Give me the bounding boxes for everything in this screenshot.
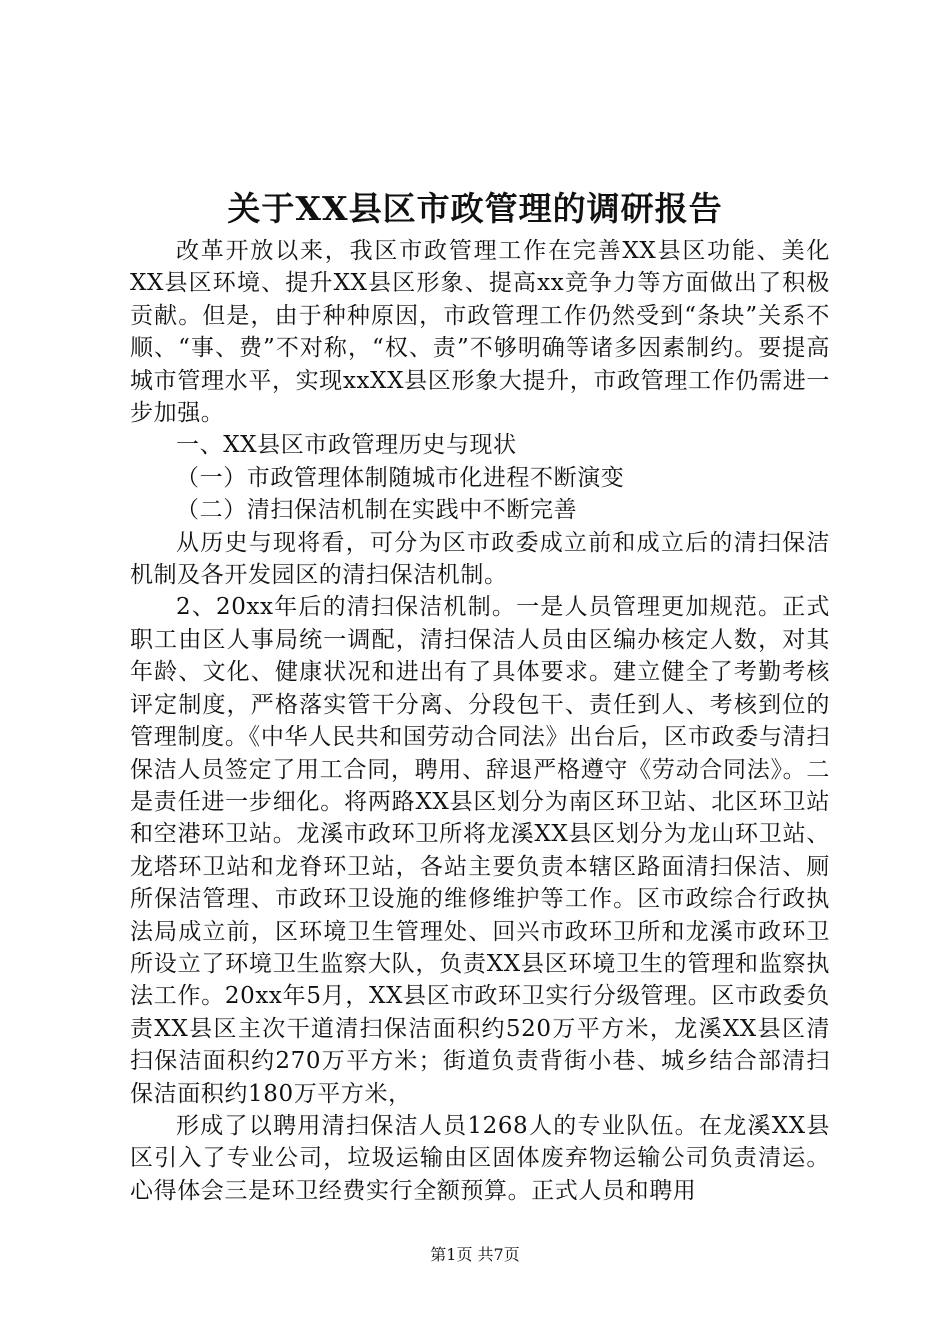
page-number-footer: 第1页 共7页 [430,1245,520,1264]
subsection-heading-cleaning: （二）清扫保洁机制在实践中不断完善 [176,497,578,524]
paragraph-mechanism-details: 2、20xx年后的清扫保洁机制。一是人员管理更加规范。正式职工由区人事局统一调配，清扫保洁人员由区编办核定人数，对其年龄、文化、健康状况和进出有了具体要求。建立健全了考勤考核评定制度，严格落实管干分离、分段包干、责任到人、考核到位的管理制度。《中华人民共和国劳动合同法》出台后，区市政委与清扫保洁人员签定了用工合同，聘用、辞退严格遵守《劳动合同法》。二是责任进一步细化。将两路XX县区划分为南区环卫站、北区环卫站和空港环卫站。龙溪市政环卫所将龙溪XX县区划分为龙山环卫站、龙塔环卫站和龙脊环卫站，各站主要负责本辖区路面清扫保洁、厕所保洁管理、市政环卫设施的维修维护等工作。区市政综合行政执法局成立前，区环境卫生管理处、回兴市政环卫所和龙溪市政环卫所设立了环境卫生监察大队，负责XX县区环境卫生的管理和监察执法工作。20xx年5月，XX县区市政环卫实行分级管理。区市政委负责XX县区主次干道清扫保洁面积约520万平方米，龙溪XX县区清扫保洁面积约270万平方米；街道负责背街小巷、城乡结合部清扫保洁面积约180万平方米， [130,594,830,1107]
paragraph-intro: 改革开放以来，我区市政管理工作在完善XX县区功能、美化XX县区环境、提升XX县区形象、提高xx竞争力等方面做出了积极贡献。但是，由于种种原因，市政管理工作仍然受到“条块”关系不顺、“事、费”不对称，“权、责”不够明确等诸多因素制约。要提高城市管理水平，实现xxXX县区形象大提升，市政管理工作仍需进一步加强。 [130,238,830,427]
document-title: 关于XX县区市政管理的调研报告 [227,189,723,228]
subsection-heading-system: （一）市政管理体制随城市化进程不断演变 [176,464,625,491]
section-heading-history: 一、XX县区市政管理历史与现状 [176,432,517,459]
paragraph-team-formation: 形成了以聘用清扫保洁人员1268人的专业队伍。在龙溪XX县区引入了专业公司，垃圾运输由区固体废弃物运输公司负责清运。心得体会三是环卫经费实行全额预算。正式人员和聘用 [130,1112,830,1204]
document-body [130,235,830,1207]
paragraph-history-view: 从历史与现将看，可分为区市政委成立前和成立后的清扫保洁机制及各开发园区的清扫保洁机制。 [130,529,830,589]
